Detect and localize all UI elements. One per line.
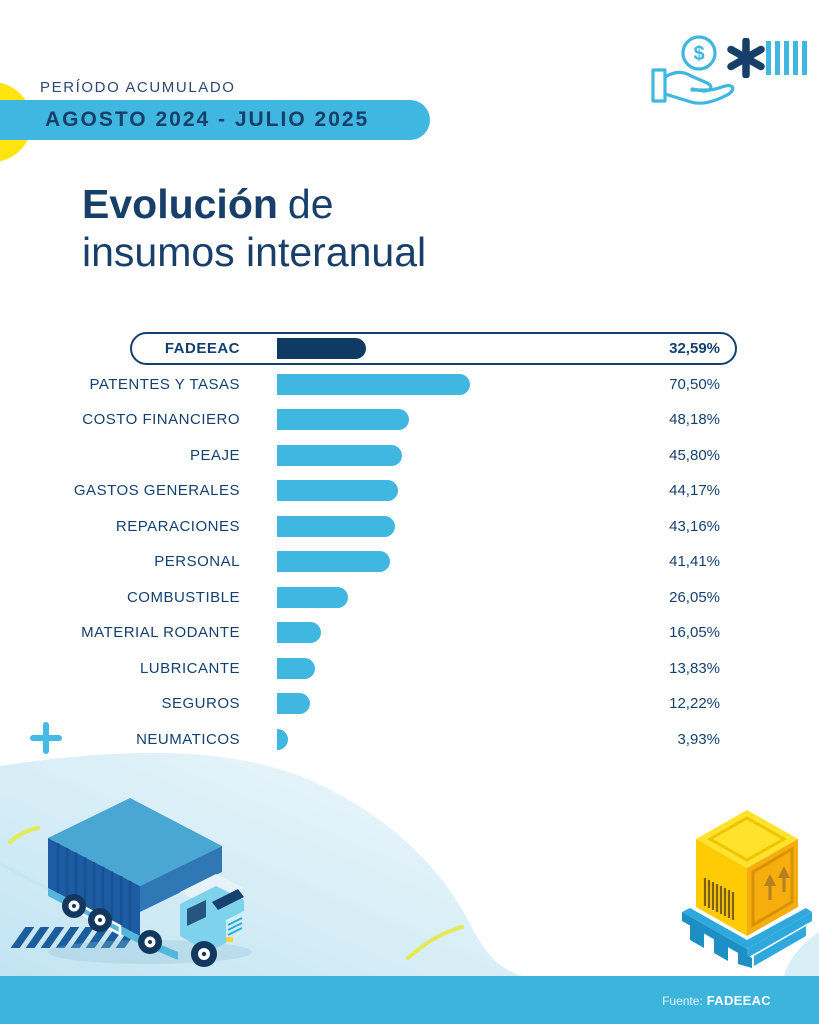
value-label: 44,17% <box>669 482 720 500</box>
footer-bar <box>0 976 819 1024</box>
chart-row <box>60 686 720 722</box>
chart-row <box>60 580 720 616</box>
chart-row <box>60 367 720 403</box>
value-bar <box>277 693 310 714</box>
source-note <box>662 993 819 1008</box>
category-label: NEUMATICOS <box>136 730 240 748</box>
period-range: AGOSTO 2024 - JULIO 2025 <box>45 108 370 131</box>
bar-track <box>277 445 477 466</box>
value-bar <box>277 729 288 750</box>
bar-track <box>277 622 477 643</box>
category-label: COSTO FINANCIERO <box>82 411 240 429</box>
category-label: PEAJE <box>189 446 240 464</box>
title-rest: de <box>287 181 334 227</box>
period-label: PERÍODO ACUMULADO <box>40 79 236 96</box>
pallet-box-illustration <box>682 806 812 968</box>
value-label: 45,80% <box>669 446 720 464</box>
category-label: GASTOS GENERALES <box>73 482 240 500</box>
category-label: LUBRICANTE <box>139 659 240 677</box>
chart-row <box>60 722 720 758</box>
category-label: FADEEAC <box>164 340 240 358</box>
title-line2: insumos interanual <box>82 229 427 275</box>
value-bar <box>277 445 402 466</box>
value-bar <box>277 622 321 643</box>
chart-row <box>60 615 720 651</box>
category-label: COMBUSTIBLE <box>126 588 240 606</box>
source-name: FADEEAC <box>706 992 771 1008</box>
category-label: PATENTES Y TASAS <box>89 375 240 393</box>
bar-track <box>277 729 477 750</box>
source-prefix: Fuente: <box>662 993 703 1008</box>
category-label: PERSONAL <box>154 553 240 571</box>
value-bar <box>277 480 398 501</box>
bar-track <box>277 374 477 395</box>
tally-bars-icon <box>766 41 811 75</box>
bar-track <box>277 551 477 572</box>
value-bar <box>277 516 395 537</box>
value-bar <box>277 374 470 395</box>
chart-row <box>60 473 720 509</box>
value-label: 48,18% <box>669 411 720 429</box>
title-bold: Evolución <box>82 181 278 227</box>
value-label: 26,05% <box>669 588 720 606</box>
chart-rows <box>60 331 720 757</box>
value-label: 16,05% <box>669 624 720 642</box>
bar-track <box>277 693 477 714</box>
bar-track <box>277 516 477 537</box>
category-label: SEGUROS <box>161 695 240 713</box>
bar-track <box>277 409 477 430</box>
value-bar <box>277 658 315 679</box>
value-bar <box>277 338 366 359</box>
bar-chart <box>60 331 720 757</box>
value-label: 3,93% <box>677 730 720 748</box>
asterisk-icon <box>726 38 766 78</box>
value-label: 32,59% <box>669 340 720 358</box>
period-banner <box>0 100 430 140</box>
value-bar <box>277 587 348 608</box>
page-title <box>82 180 426 276</box>
value-label: 12,22% <box>669 695 720 713</box>
chart-row <box>60 402 720 438</box>
bar-track <box>277 587 477 608</box>
svg-text:$: $ <box>693 43 705 65</box>
chart-row <box>60 651 720 687</box>
chart-row <box>60 509 720 545</box>
category-label: MATERIAL RODANTE <box>81 624 240 642</box>
chart-row <box>60 544 720 580</box>
value-bar <box>277 551 390 572</box>
hand-coin-icon <box>646 28 738 112</box>
bar-track <box>277 658 477 679</box>
plus-icon <box>30 722 62 754</box>
value-label: 70,50% <box>669 375 720 393</box>
value-label: 41,41% <box>669 553 720 571</box>
value-bar <box>277 409 409 430</box>
value-label: 43,16% <box>669 517 720 535</box>
chart-row <box>60 331 720 367</box>
value-label: 13,83% <box>669 659 720 677</box>
bar-track <box>277 480 477 501</box>
chart-row <box>60 438 720 474</box>
bar-track <box>277 338 477 359</box>
category-label: REPARACIONES <box>115 517 240 535</box>
truck-illustration <box>30 776 262 972</box>
